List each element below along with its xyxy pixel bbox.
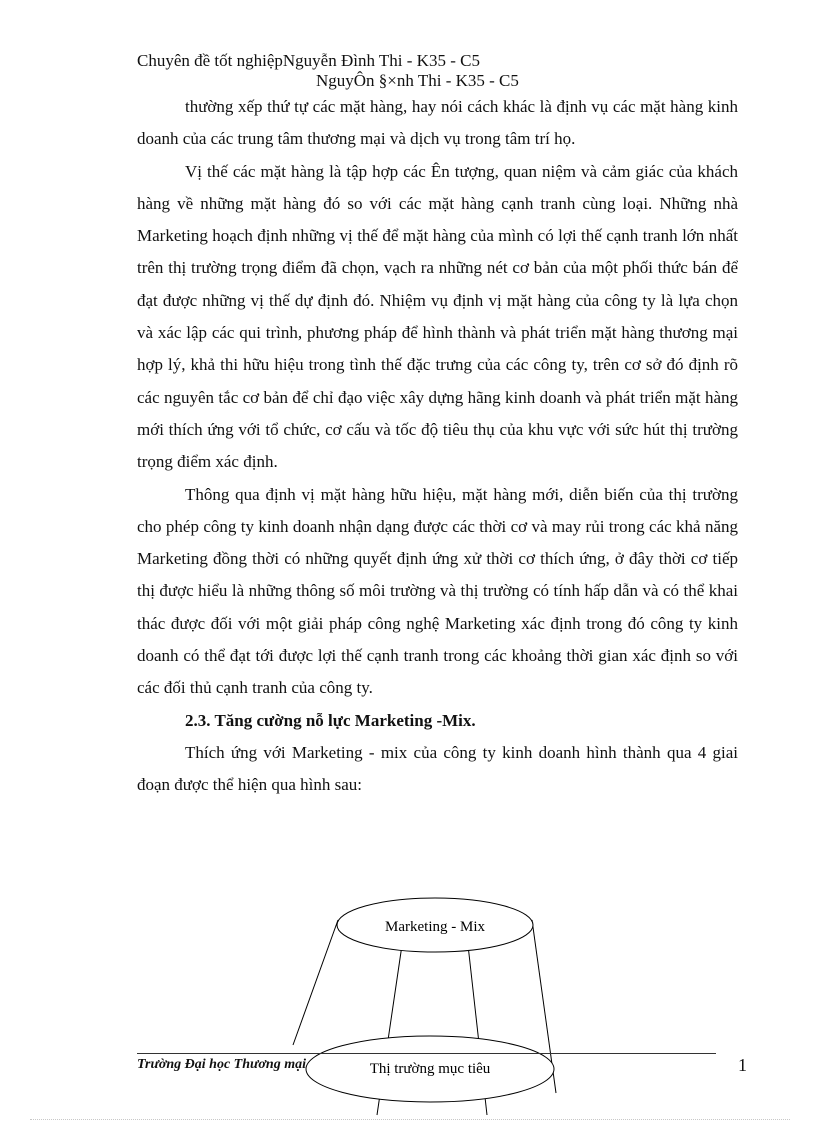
target-market-label: Thị trường mục tiêu — [369, 1061, 491, 1077]
running-header: Chuyên đề tốt nghiệpNguyễn Đình Thi - K35 - C5 — [137, 51, 480, 70]
diagram-edge-line — [293, 920, 338, 1045]
paragraph-positioning: Vị thế các mặt hàng là tập hợp các Ên tượng, quan niệm và cảm giác của khách hàng về những mặt hàng đó so với các mặt hàng cạnh tranh cùng loại. Những nhà Marketing hoạch định những vị thế để mặt hàng của mình có lợi thế cạnh tranh lớn nhất trên thị trường trọng điểm đã chọn, vạch ra những nét cơ bản của một phối thức bán để đạt được những vị thế dự định đó. Nhiệm vụ định vị mặt hàng của công ty là lựa chọn và xác lập các qui trình, phương pháp để hình thành và phát triển mặt hàng thương mại hợp lý, khả thi hữu hiệu trong tình thế đặc trưng của các công ty, trên cơ sở đó định rõ các nguyên tắc cơ bản để chỉ đạo việc xây dựng hãng kinh doanh và phát triển mặt hàng mới thích ứng với tổ chức, cơ cấu và tốc độ tiêu thụ của khu vực với sức hút thị trường trọng điểm xác định. — [137, 161, 738, 472]
running-header-legacy: NguyÔn §×nh Thi - K35 - C5 — [316, 71, 519, 90]
footer-school-name: Trường Đại học Thương mại — [137, 1057, 306, 1072]
page-edge-dotted — [30, 1119, 790, 1120]
footer-rule — [137, 1053, 716, 1054]
paragraph-continued: thường xếp thứ tự các mặt hàng, hay nói cách khác là định vụ các mặt hàng kinh doanh của các trung tâm thương mại và dịch vụ trong tâm trí họ. — [137, 97, 738, 149]
paragraph-intro-figure: Thích ứng với Marketing - mix của công ty kinh doanh hình thành qua 4 giai đoạn được thể hiện qua hình sau: — [137, 742, 738, 795]
section-heading: 2.3. Tăng cường nỗ lực Marketing -Mix. — [185, 710, 476, 730]
marketing-mix-label: Marketing - Mix — [385, 919, 485, 935]
page-number: 1 — [738, 1055, 747, 1075]
paragraph-opportunity: Thông qua định vị mặt hàng hữu hiệu, mặt hàng mới, diễn biến của thị trường cho phép công ty kinh doanh nhận dạng được các thời cơ và may rủi trong các khả năng Marketing đồng thời có những quyết định ứng xử thời cơ thích ứng, ở đây thời cơ tiếp thị được hiểu là những thông số môi trường và thị trường có tính hấp dẫn và có thể khai thác được đối với một giải pháp công nghệ Marketing xác định trong đó công ty kinh doanh có thể đạt tới được lợi thế cạnh tranh trong các khoảng thời gian xác định so với các đối thủ cạnh tranh của công ty. — [137, 484, 738, 698]
